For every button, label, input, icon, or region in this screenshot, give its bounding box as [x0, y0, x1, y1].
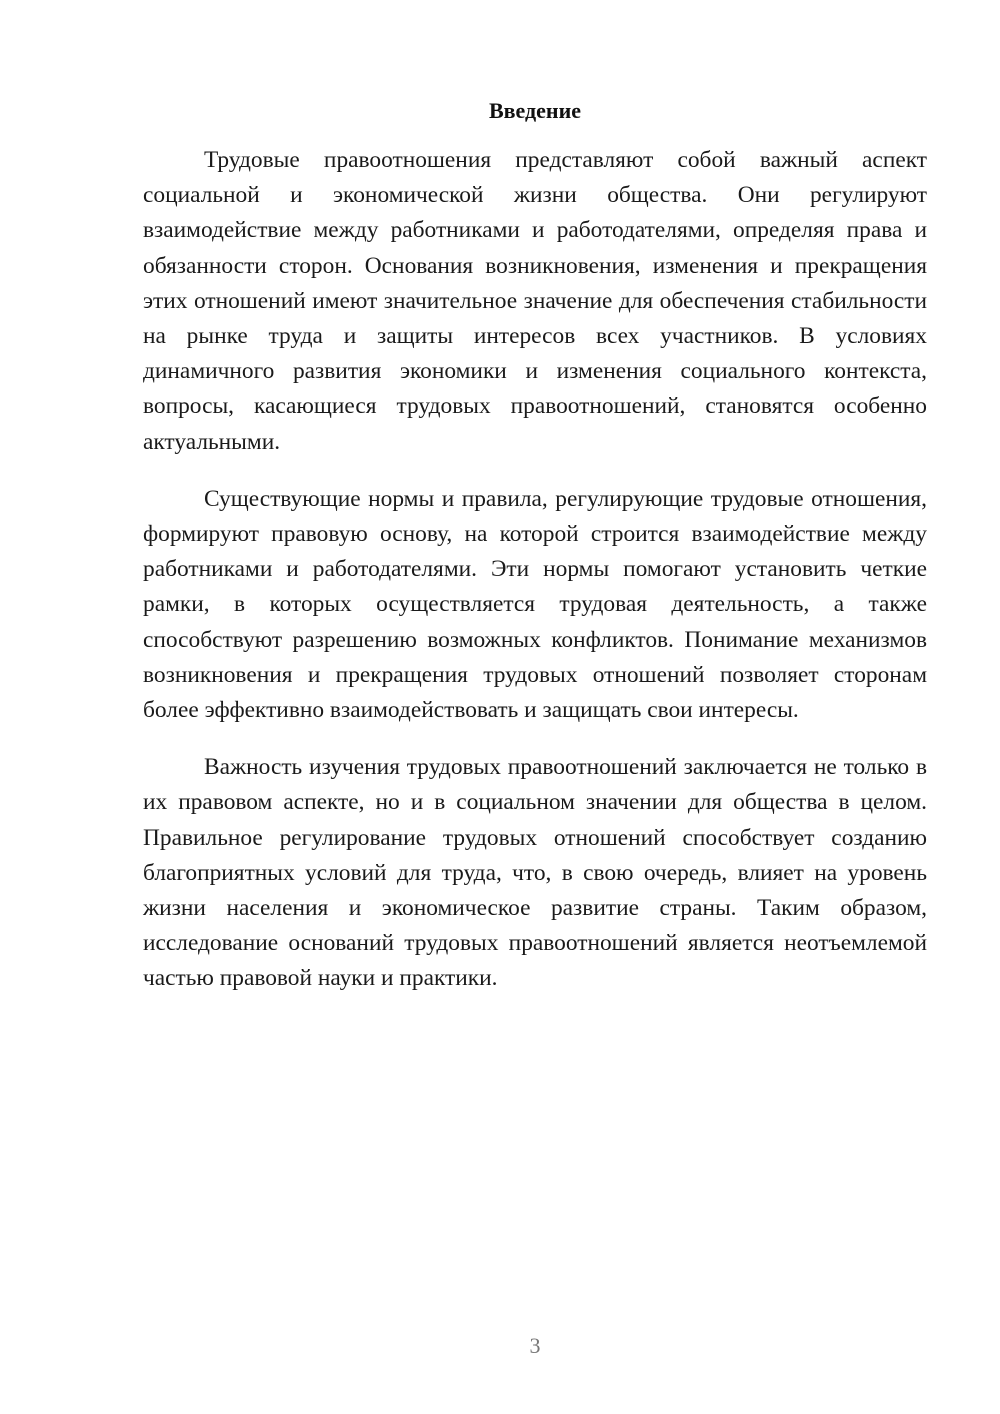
page-number: 3 — [529, 1333, 541, 1358]
paragraph-3: Важность изучения трудовых правоотношений заключается не только в их правовом аспекте, но и в социальном значении для общества в целом. Правильное регулирование трудовых отношений способствует созданию благоприятных условий для труда, что, в свою очередь, влияет на уровень жизни населения и экономическое развитие страны. Таким образом, исследование оснований трудовых правоотношений является неотъемлемой частью правовой науки и практики. — [143, 754, 927, 992]
paragraph-2: Существующие нормы и правила, регулирующие трудовые отношения, формируют правовую основу, на которой строится взаимодействие между работниками и работодателями. Эти нормы помогают установить четкие рамки, в которых осуществляется трудовая деятельность, а также способствуют разрешению возможных конфликтов. Понимание механизмов возникновения и прекращения трудовых отношений позволяет сторонам более эффективно взаимодействовать и защищать свои интересы. — [143, 485, 927, 724]
paragraph-1: Трудовые правоотношения представляют собой важный аспект социальной и экономической жизни общества. Они регулируют взаимодействие между работниками и работодателями, определяя права и обязанности сторон. Основания возникновения, изменения и прекращения этих отношений имеют значительное значение для обеспечения стабильности на рынке труда и защиты интересов всех участников. В условиях динамичного развития экономики и изменения социального контекста, вопросы, касающиеся трудовых правоотношений, становятся особенно актуальными. — [143, 147, 927, 455]
section-heading: Введение — [488, 98, 582, 123]
document-body — [143, 143, 927, 1019]
